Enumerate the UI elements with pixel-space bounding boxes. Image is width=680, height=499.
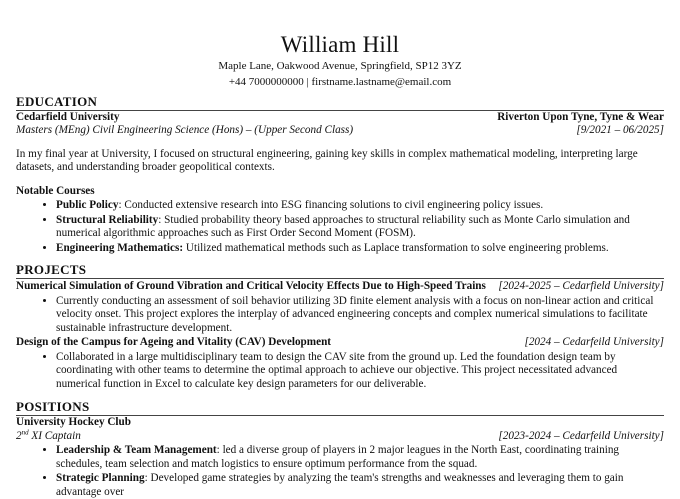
bullet-text: : led a diverse group of players in 2 major leagues in the North East, coordinating training schedules, team selection and match logistics to ensure optimum performance from the squad.	[56, 444, 620, 470]
courses-list	[16, 199, 664, 255]
project-bullets	[16, 295, 664, 336]
position-bullet	[56, 444, 664, 471]
bullet-text: : Developed game strategies by analyzing the team's strengths and weaknesses and leveraging them to gain advantage over	[56, 472, 624, 498]
course-label: Public Policy	[56, 199, 119, 212]
project-dates: [2024 – Cedarfeild University]	[524, 336, 664, 349]
degree-dates: [9/2021 – 06/2025]	[576, 124, 664, 137]
course-item	[56, 242, 664, 256]
institution-location: Riverton Upon Tyne, Tyne & Wear	[497, 111, 664, 123]
project-name: Design of the Campus for Ageing and Vitality (CAV) Development	[16, 336, 332, 349]
position-role	[16, 427, 81, 443]
project-row	[16, 336, 664, 349]
education-heading: EDUCATION	[16, 95, 664, 111]
position-org: University Hockey Club	[16, 416, 131, 429]
role-title: XI Captain	[28, 429, 81, 442]
institution-name: Cedarfield University	[16, 111, 120, 123]
bullet-label: Leadership & Team Management	[56, 444, 217, 457]
role-ordinal: nd	[21, 427, 29, 436]
projects-heading: PROJECTS	[16, 263, 664, 279]
course-text: : Conducted extensive research into ESG financing solutions to civil engineering policy issues.	[118, 199, 544, 212]
project-name: Numerical Simulation of Ground Vibration and Critical Velocity Effects Due to High-Speed Trains	[16, 280, 486, 293]
position-role-row	[16, 427, 664, 443]
positions-heading: POSITIONS	[16, 400, 664, 416]
position-bullets	[16, 444, 664, 499]
course-label: Structural Reliability	[56, 213, 159, 226]
education-degree-row	[16, 124, 664, 137]
project-bullet: • Collaborated in a large multidisciplinary team to design the CAV site from the ground up. Led the foundation design team by coordinating with other teams to determine the optimal approach to achieve our objective. This project necessitated advanced numerical function in Excel to calculate key design parameters for our deliverable.	[56, 351, 664, 392]
project-row	[16, 280, 664, 293]
degree-title: Masters (MEng) Civil Engineering Science (Hons) – (Upper Second Class)	[16, 124, 354, 137]
course-item	[56, 214, 664, 241]
role-number: 2	[16, 429, 22, 442]
courses-heading: Notable Courses	[16, 184, 95, 197]
contact-line: +44 7000000000 | firstname.lastname@email.com	[228, 75, 452, 88]
course-text: Utilized mathematical methods such as Laplace transformation to solve engineering problems.	[183, 241, 609, 254]
course-text: : Studied probability theory based approaches to structural reliability such as Monte Carlo simulation and numerical algorithmic approaches such as First Order Second Moment (FOSM).	[56, 213, 630, 240]
position-dates: [2023-2024 – Cedarfeild University]	[498, 429, 664, 442]
bullet-label: Strategic Planning	[56, 472, 145, 485]
project-bullet: • Currently conducting an assessment of soil behavior utilizing 3D finite element analysis with a focus on non-linear action and critical velocity onset. This project explores the interplay of advanced engineering concepts and complex numerical simulations to facilitate sustainable infrastructure development.	[56, 295, 664, 336]
project-dates: [2024-2025 – Cedarfield University]	[498, 280, 664, 293]
education-summary: In my final year at University, I focused on structural engineering, gaining key skills in complex mathematical modeling, interpreting large datasets, and understanding broader geopolitical contexts.	[16, 147, 638, 174]
education-institution-row	[16, 111, 664, 124]
position-bullet	[56, 472, 664, 499]
address-line: Maple Lane, Oakwood Avenue, Springfield, SP12 3YZ	[218, 60, 462, 72]
candidate-name: William Hill	[280, 32, 400, 57]
project-bullets	[16, 351, 664, 392]
course-item	[56, 199, 664, 213]
course-label: Engineering Mathematics:	[56, 241, 184, 254]
